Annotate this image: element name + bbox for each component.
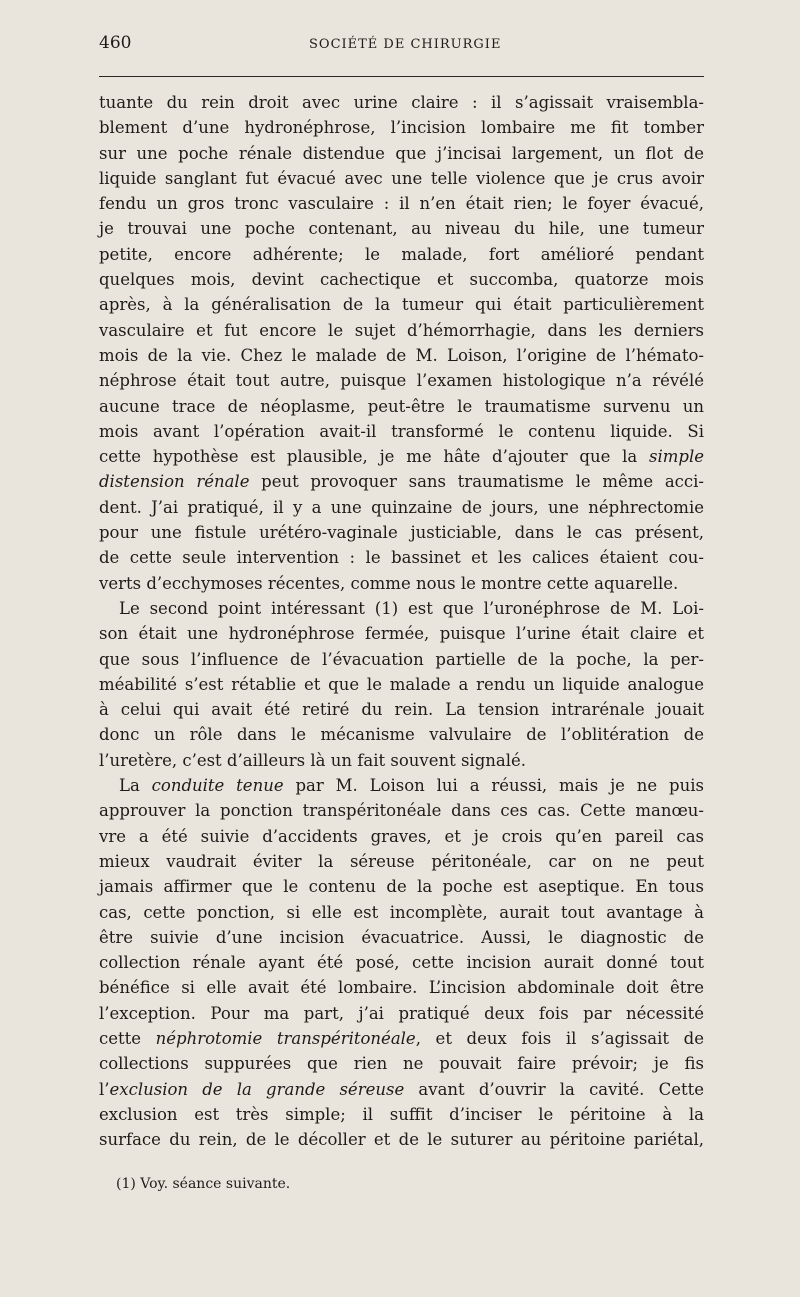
text-line: mieux vaudrait éviter la séreuse péritonéale, car on ne peut [99, 851, 704, 871]
body-text [99, 90, 704, 1152]
text-line: méabilité s’est rétablie et que le malade a rendu un liquide analogue [99, 674, 704, 694]
page-header [99, 33, 704, 63]
italic-term: exclusion de la grande séreuse [109, 1079, 405, 1099]
italic-term: conduite tenue [151, 776, 284, 796]
text-run: peut provoquer sans traumatisme le même acci- [261, 472, 705, 492]
text-run: cette hypothèse est plausible, je me hâte d’ajouter que la [99, 447, 638, 467]
text-line: surface du rein, de le décoller et de le suturer au péritoine pariétal, [99, 1130, 704, 1150]
text-line: pour une fistule urétéro-vaginale justiciable, dans le cas présent, [99, 523, 704, 543]
text-line: liquide sanglant fut évacué avec une telle violence que je crus avoir [99, 168, 704, 188]
text-line: je trouvai une poche contenant, au niveau du hile, une tumeur [99, 219, 704, 239]
text-line: à celui qui avait été retiré du rein. La tension intrarénale jouait [99, 700, 704, 720]
text-line: Le second point intéressant (1) est que l’uronéphrose de M. Loi- [119, 598, 704, 618]
text-run: par M. Loison lui a réussi, mais je ne puis [295, 776, 704, 796]
text-line: jamais affirmer que le contenu de la poche est aseptique. En tous [99, 877, 704, 897]
text-line: quelques mois, devint cachectique et succomba, quatorze mois [99, 270, 704, 290]
footnote: (1) Voy. séance suivante. [116, 1176, 291, 1192]
text-line [99, 1077, 704, 1102]
header-rule [99, 76, 704, 77]
text-line [99, 444, 704, 469]
text-line [99, 1026, 704, 1051]
text-line: aucune trace de néoplasme, peut-être le traumatisme survenu un [99, 396, 704, 416]
text-run: La [119, 776, 140, 796]
text-line: néphrose était tout autre, puisque l’examen histologique n’a révélé [99, 371, 704, 391]
text-line: mois avant l’opération avait-il transformé le contenu liquide. Si [99, 421, 704, 441]
text-line: vre a été suivie d’accidents graves, et je crois qu’en pareil cas [99, 826, 704, 846]
running-head: SOCIÉTÉ DE CHIRURGIE [309, 37, 502, 52]
text-run: , et deux fois il s’agissait de [415, 1028, 704, 1048]
text-line: approuver la ponction transpéritonéale dans ces cas. Cette manœu- [99, 801, 704, 821]
text-line: verts d’ecchymoses récentes, comme nous le montre cette aquarelle. [99, 573, 679, 593]
text-line: exclusion est très simple; il suffit d’inciser le péritoine à la [99, 1104, 704, 1124]
text-line: après, à la généralisation de la tumeur qui était particulièrement [99, 295, 704, 315]
text-line: mois de la vie. Chez le malade de M. Loison, l’origine de l’hémato- [99, 345, 704, 365]
text-line: petite, encore adhérente; le malade, fort amélioré pendant [99, 244, 704, 264]
text-line: tuante du rein droit avec urine claire : il s’agissait vraisembla- [99, 93, 704, 112]
text-line: l’exception. Pour ma part, j’ai pratiqué deux fois par nécessité [99, 1003, 704, 1023]
text-line [99, 469, 704, 494]
text-line: l’uretère, c’est d’ailleurs là un fait souvent signalé. [99, 750, 527, 770]
text-line: être suivie d’une incision évacuatrice. Aussi, le diagnostic de [99, 927, 704, 947]
text-run: cette [99, 1028, 142, 1048]
text-line: collection rénale ayant été posé, cette incision aurait donné tout [99, 953, 704, 973]
text-line: de cette seule intervention : le bassinet et les calices étaient cou- [99, 548, 704, 568]
text-line: dent. J’ai pratiqué, il y a une quinzaine de jours, une néphrectomie [99, 497, 704, 517]
text-line: donc un rôle dans le mécanisme valvulaire de l’oblitération de [99, 725, 704, 745]
text-line: vasculaire et fut encore le sujet d’hémorrhagie, dans les derniers [99, 320, 704, 340]
text-line: collections suppurées que rien ne pouvait faire prévoir; je fis [99, 1054, 704, 1074]
text-line: sur une poche rénale distendue que j’incisai largement, un flot de [99, 143, 704, 163]
text-line: cas, cette ponction, si elle est incomplète, aurait tout avantage à [99, 902, 704, 922]
text-line: fendu un gros tronc vasculaire : il n’en était rien; le foyer évacué, [99, 194, 704, 214]
text-run: l’ [99, 1079, 110, 1099]
italic-term: simple [649, 447, 705, 467]
text-line: que sous l’influence de l’évacuation partielle de la poche, la per- [99, 649, 704, 669]
text-line [99, 773, 704, 798]
text-line: blement d’une hydronéphrose, l’incision lombaire me fit tomber [99, 118, 704, 138]
page-number: 460 [99, 33, 132, 53]
italic-term: néphrotomie transpéritonéale [155, 1028, 416, 1048]
text-run: avant d’ouvrir la cavité. Cette [418, 1079, 704, 1099]
italic-term: distension rénale [99, 472, 250, 492]
text-line: son était une hydronéphrose fermée, puisque l’urine était claire et [99, 624, 704, 644]
text-line: bénéfice si elle avait été lombaire. L’incision abdominale doit être [99, 978, 704, 998]
